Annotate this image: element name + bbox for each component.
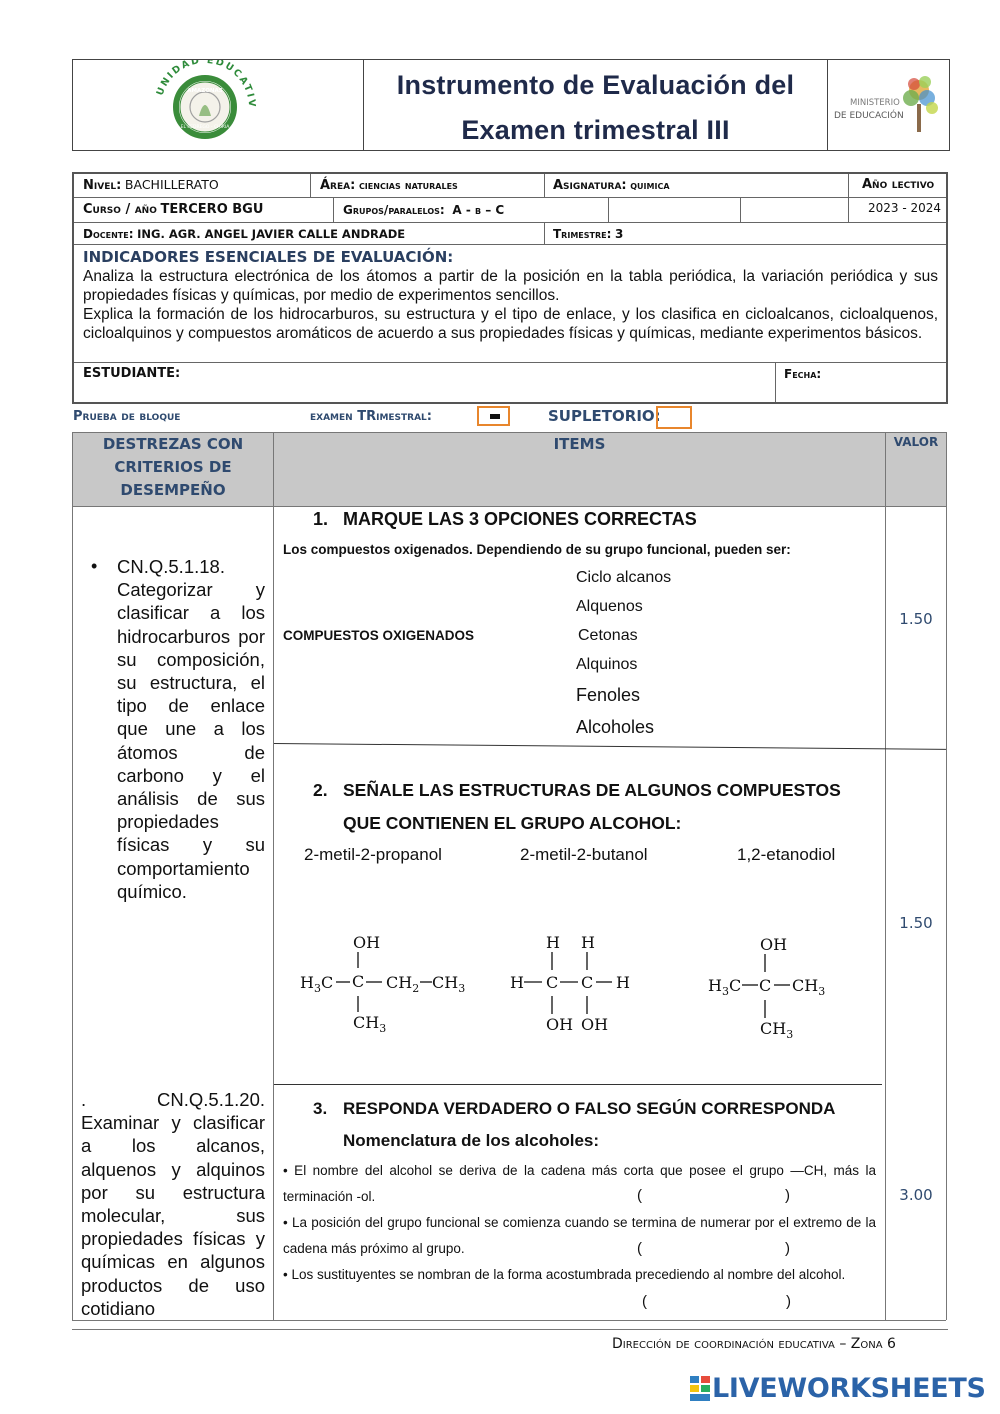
q3-statement: • El nombre del alcohol se deriva de la cadena más corta que posee el grupo —CH, más la terminación -ol. [283,1163,876,1204]
q1-option[interactable]: Alcoholes [576,717,655,737]
q1-subtitle: Los compuestos oxigenados. Dependiendo de su grupo funcional, pueden ser: [283,542,791,557]
svg-text:CH3: $CH_3$ [353,1013,387,1035]
estudiante-label: ESTUDIANTE: [83,366,181,381]
curso-cell: Curso / año TERCERO BGU [83,202,264,217]
svg-text:C: C [759,976,772,995]
footer-text: Dirección de coordinación educativa – Zona 6 [612,1336,896,1352]
svg-text:CH3: $CH_3$ [792,976,826,998]
svg-text:H: H [616,973,630,992]
answer-close-paren: ) [786,1293,791,1310]
info-table [72,172,948,404]
liveworksheets-text: LIVEWORKSHEETS [712,1373,986,1404]
q3-number: 3. [313,1099,328,1118]
indicador-1: Analiza la estructura electrónica de los átomos a partir de la posición en la tabla periódica, la variación periódica y sus propiedades físicas y químicas, por medio de experimentos sencillos. [83,268,938,304]
indicadores-title: INDICADORES ESENCIALES DE EVALUACIÓN: [83,248,454,266]
school-logo-cell [73,60,364,150]
q1-left-label: COMPUESTOS OXIGENADOS [283,628,475,643]
answer-field-2[interactable] [654,1239,780,1259]
docente-cell: Docente: ING. AGR. ANGEL JAVIER CALLE ANDRADE [83,227,406,241]
examen-checkbox[interactable] [477,406,510,426]
answer-field-3[interactable] [659,1292,781,1312]
q2-title-line-2: QUE CONTIENEN EL GRUPO ALCOHOL: [343,813,682,833]
svg-text:C: C [546,973,559,992]
q3-title: RESPONDA VERDADERO O FALSO SEGÚN CORRESPONDA [343,1099,836,1118]
ministry-logo-cell [828,60,949,150]
svg-text:H3C: $H_3C$ [300,973,334,995]
svg-text:C: C [352,972,365,991]
svg-text:MINISTERIO: MINISTERIO [850,98,900,108]
q2-compound-name: 2-metil-2-butanol [520,845,648,864]
supletorio-label: SUPLETORIO: [548,407,661,425]
structure-1-2-etanodiol[interactable] [506,930,646,1040]
structure-2-metil-2-butanol[interactable] [296,930,486,1040]
school-logo [73,60,363,150]
svg-text:OH: OH [546,1015,574,1034]
ministry-logo [828,60,949,150]
svg-text:CH2: $CH_2$ [386,973,420,995]
q2-compound-name: 2-metil-2-propanol [304,845,442,864]
svg-text:OH: OH [760,935,788,954]
destrezas-header: DESTREZAS CON CRITERIOS DE DESEMPEÑO [102,435,244,499]
items-header: ITEMS [553,435,606,453]
svg-text:CH3: $CH_3$ [760,1019,794,1041]
area-cell: Área: ciencias naturales [320,178,458,193]
indicador-2: Explica la formación de los hidrocarburos, su estructura y el tipo de enlace, y los clasifica en cicloalcanos, cicloalquenos, cicloalquinos y compuestos aromáticos de acuerdo a sus propiedades físicas y químicas, mediante experimentos básicos. [83,306,938,342]
fecha-label: Fecha: [784,367,822,381]
answer-close-paren: ) [785,1240,790,1257]
q2-compound-name: 1,2-etanodiol [737,845,836,864]
svg-text:EL PEDREGO - CHIRIA: EL PEDREGO - CHIRIA [180,125,230,130]
svg-text:DE EDUCACIÓN: DE EDUCACIÓN [834,111,904,121]
svg-text:H: H [510,973,524,992]
anio-label: Año lectivo [862,177,935,192]
svg-text:OH: OH [581,1015,609,1034]
q1-title: MARQUE LAS 3 OPCIONES CORRECTAS [343,509,697,529]
svg-text:H: H [581,933,595,952]
title-line-2: Examen trimestral III [461,115,730,145]
grupos-cell: Grupos/paralelos: A - b – C [343,203,505,217]
title-line-1: Instrumento de Evaluación del [396,70,795,100]
q1-option[interactable]: Alquinos [576,656,638,673]
trimestre-cell: Trimestre: 3 [553,227,624,241]
document-header [72,59,950,151]
svg-text:OH: OH [353,933,381,952]
prueba-label: Prueba de bloque [73,409,181,424]
destreza-1: CN.Q.5.1.18. Categorizar y clasificar a los hidrocarburos por su composición, su estructura, el tipo de enlace que une a los átomos de carbono y el análisis de sus propiedades físicas y su comportamiento químico. [117,556,265,902]
title-cell [364,60,828,150]
destreza-2: . CN.Q.5.1.20. Examinar y clasificar a los alcanos, alquenos y alquinos por su estructura molecular, sus propiedades físicas y químicas en algunos productos de uso cotidiano [81,1089,265,1319]
q1-option[interactable]: Cetonas [578,627,638,644]
q1-value: 1.50 [899,610,933,628]
q2-number: 2. [313,780,328,800]
supletorio-checkbox[interactable] [656,406,692,429]
q1-option[interactable]: Fenoles [576,685,641,705]
svg-text:CH3: $CH_3$ [432,973,466,995]
q1-option[interactable]: Ciclo alcanos [576,569,672,586]
q3-value: 3.00 [899,1186,933,1204]
nivel-cell: Nivel: BACHILLERATO [83,177,219,193]
bullet: • [91,556,98,576]
answer-close-paren: ) [785,1187,790,1204]
answer-open-paren: ( [642,1293,647,1310]
anio-value: 2023 - 2024 [868,201,942,215]
q1-option[interactable]: Alquenos [576,598,643,615]
q3-subtitle: Nomenclatura de los alcoholes: [343,1131,600,1150]
svg-text:H: H [546,933,560,952]
svg-text:H3C: $H_3C$ [708,976,742,998]
examen-label: examen TRimestral: [310,409,432,424]
liveworksheets-icon [690,1376,712,1402]
q1-number: 1. [313,509,329,529]
svg-text:C: C [581,973,594,992]
q3-statement: • La posición del grupo funcional se comienza cuando se termina de numerar por el extremo de la cadena más próximo al grupo. [283,1215,876,1256]
valor-header: VALOR [893,435,939,449]
q2-title-line-1: SEÑALE LAS ESTRUCTURAS DE ALGUNOS COMPUESTOS [343,780,841,800]
answer-open-paren: ( [637,1187,642,1204]
q3-statement: • Los sustituyentes se nombran de la forma acostumbrada precediendo al nombre del alcohol. [283,1267,846,1282]
q2-value: 1.50 [899,914,933,932]
answer-field-1[interactable] [654,1186,780,1206]
answer-open-paren: ( [637,1240,642,1257]
asignatura-cell: Asignatura: quimica [553,178,670,193]
structure-2-metil-2-propanol[interactable] [704,932,844,1044]
svg-text:UNIDAD EDUCATIVA: UNIDAD EDUCATIV [154,60,258,109]
svg-text:AMAZONAS: AMAZONAS [187,88,223,94]
